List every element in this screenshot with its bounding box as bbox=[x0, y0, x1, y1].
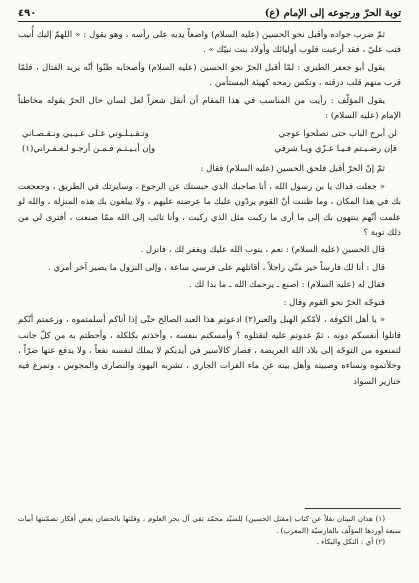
poem-hemistich: وتـقـبـلـوني عـلى عـيـبي ونـقـصـاني bbox=[22, 129, 149, 140]
poem-hemistich: وإن أبـيـتـم فـمـن أرجـو لـغـفـراني(١) bbox=[22, 144, 156, 155]
paragraph: قال : أنا لك فارساً خير منّي راجلاً ، أقاتلهم على فرسي ساعة ، وإلى النزول ما يصير آخر أمري . bbox=[47, 262, 385, 273]
running-header bbox=[18, 8, 401, 22]
poem bbox=[22, 127, 397, 157]
paragraph: « يا أهل الكوفة ، لأمّكم الهبل والعبر(٢) ادعوتم هذا العبد الصالح حتّى إذا أتاكم أسلمتموه ، وزعمتم أنّكم قاتلوا أنفسكم دونه ، ثمّ عدوتم عليه لتقتلوه ؟ وأمسكتم بنفسه ، وأخذتم بكلكله ، وأحطتم به من كلّ جانب لتمنعوه من التوجّه إلى بلاد الله العريضة ، فصار كالأسير في أيديكم لا يملك لنفسه نفعاً ، ولا يدفع عنها ضرّاً ، وحلأتموه ونساءه وصبيته وأهل بيته عن ماء الفرات الجاري ، تشربه اليهود والنصارى والمجوس ، وتمرغ فيه خنازير السواد bbox=[18, 315, 401, 387]
paragraph: يقول المؤلّف : رأيت من المناسب في هذا المقام أن أنقل شعراً لعل لسان حال الحرّ يقوله مخاطباً الإمام (عليه السلام) : bbox=[18, 95, 401, 122]
paragraph: « جعلت فداك يا بن رسول الله ، أنا صاحبك الذي حبستك عن الرجوع ، وسايرتك في الطريق ، وجعجعت بك في هذا المكان ، وما ظننت أنّ القوم يردّون عليك ما عرضته عليهم ، ولا يبلغون بك هذه المنزلة ، والله لو علمت أنّهم ينتهون بك إلى ما أرى ما ركبت مثل الذي ركبت ، وأنا تائب إلى الله ممّا صنعت ، أفترى لي من ذلك توبة ؟ bbox=[18, 181, 401, 239]
poem-hemistich: فإن رضـيـتم فـيـا عـزّي ويـا شرفي bbox=[274, 144, 397, 155]
paragraph: ثمّ ضرب جواده وأقبل نحو الحسين (عليه السلام) واضعاً يديه على رأسه ، وهو يقول : « اللهمّ إليك أُنيب فتب عليّ ، فقد أرعبت قلوب أوليائك وأولاد بنت نبيّك » . bbox=[18, 30, 401, 56]
poem-hemistich: لن أبرح الباب حتى تصلحوا عوجي bbox=[278, 129, 397, 140]
paragraph: ثمّ إنّ الحرّ أقبل فلحق الحسين (عليه السلام) فقال : bbox=[200, 164, 385, 175]
paragraph: فقال له (عليه السلام) : اصنع ـ يرحمك الله ـ ما بدا لك . bbox=[188, 280, 385, 291]
footnotes bbox=[18, 508, 401, 548]
page-body bbox=[18, 28, 401, 390]
header-title: توبة الحرّ ورجوعه إلى الإمام (ع) bbox=[264, 8, 401, 19]
paragraph: فتوجّه الحرّ نحو القوم وقال : bbox=[283, 297, 385, 308]
paragraph: قال الحسين (عليه السلام) : نعم ، يتوب الله عليك ويغفر لك ، فانزل . bbox=[140, 245, 385, 256]
footnote: (٢) أي : الثكل والبكاء . bbox=[316, 537, 385, 546]
paragraph: يقول أبو جعفر الطبري : لمّا أقبل الحرّ نحو الحسين (عليه السلام) وأصحابه ظنّوا أنّه يريد القتال ، فلمّا قرب منهم قلب درقته ، ونكس رمحه كهيئة المستأمن . bbox=[18, 62, 401, 89]
footnote: (١) هذان البيتان نقلاً عن كتاب (مقتل الحسين) للسيّد محمّد تقي آل بحر العلوم ، وقلتها بالحضان بعض أفكار تضمّنتها أبيات سبعة أوردها المؤلّف بالفارسيّة (المعرب) . bbox=[18, 514, 401, 535]
page-number: ٤٩٠ bbox=[18, 8, 37, 19]
footnote-divider bbox=[305, 508, 401, 509]
